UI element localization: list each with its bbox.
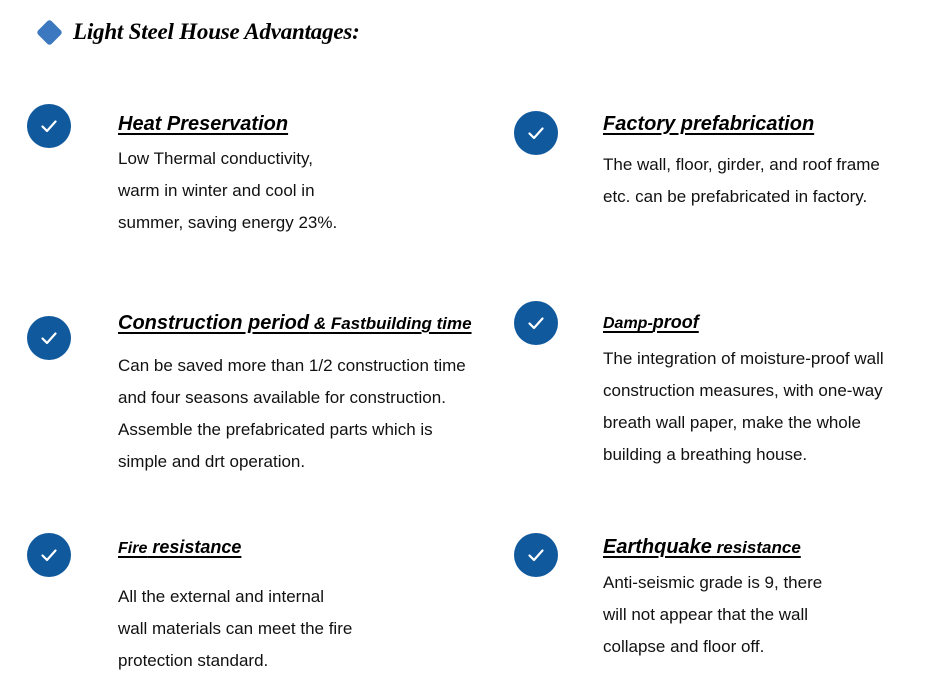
description-line: breath wall paper, make the whole (603, 413, 861, 432)
advantage-heat-preservation (118, 112, 337, 239)
advantage-heading: Earthquake resistance (603, 536, 801, 558)
check-circle-icon (514, 301, 558, 345)
section-header (36, 16, 360, 48)
description-line: and four seasons available for construction. (118, 388, 446, 407)
description-line: Anti-seismic grade is 9, there (603, 573, 823, 592)
description-line: Assemble the prefabricated parts which is (118, 420, 433, 439)
check-circle-icon (514, 111, 558, 155)
description-line: summer, saving energy 23%. (118, 213, 338, 232)
advantage-description (603, 567, 822, 663)
description-line: simple and drt operation. (118, 452, 306, 471)
advantage-earthquake-resistance (603, 535, 822, 663)
check-circle-icon (27, 104, 71, 148)
advantage-heading: Heat Preservation (118, 113, 289, 135)
advantage-heading: Construction period & Fastbuilding time (118, 312, 472, 334)
description-line: Low Thermal conductivity, (118, 149, 313, 168)
advantage-fire-resistance (118, 535, 352, 677)
advantage-factory-prefabrication (603, 112, 880, 213)
diamond-icon (36, 19, 63, 46)
description-line: All the external and internal (118, 587, 325, 606)
advantage-description (603, 149, 880, 213)
advantage-heading: Factory prefabrication (603, 113, 815, 135)
advantage-description (603, 343, 884, 471)
description-line: Can be saved more than 1/2 construction time (118, 356, 466, 375)
section-title: Light Steel House Advantages: (73, 19, 360, 44)
description-line: warm in winter and cool in (118, 181, 315, 200)
advantage-heading: Fire resistance (118, 537, 242, 557)
description-line: wall materials can meet the fire (118, 619, 353, 638)
advantage-heading: Damp-proof (603, 312, 699, 332)
description-line: The wall, floor, girder, and roof frame (603, 155, 880, 174)
description-line: collapse and floor off. (603, 637, 765, 656)
advantage-description (118, 143, 337, 239)
description-line: The integration of moisture-proof wall (603, 349, 884, 368)
description-line: will not appear that the wall (603, 605, 809, 624)
advantage-description (118, 350, 472, 478)
advantage-construction-period (118, 311, 472, 478)
check-circle-icon (27, 316, 71, 360)
description-line: protection standard. (118, 651, 269, 670)
check-circle-icon (27, 533, 71, 577)
check-circle-icon (514, 533, 558, 577)
advantage-description (118, 581, 352, 677)
description-line: building a breathing house. (603, 445, 808, 464)
advantage-damp-proof (603, 310, 884, 471)
description-line: etc. can be prefabricated in factory. (603, 187, 868, 206)
description-line: construction measures, with one-way (603, 381, 883, 400)
